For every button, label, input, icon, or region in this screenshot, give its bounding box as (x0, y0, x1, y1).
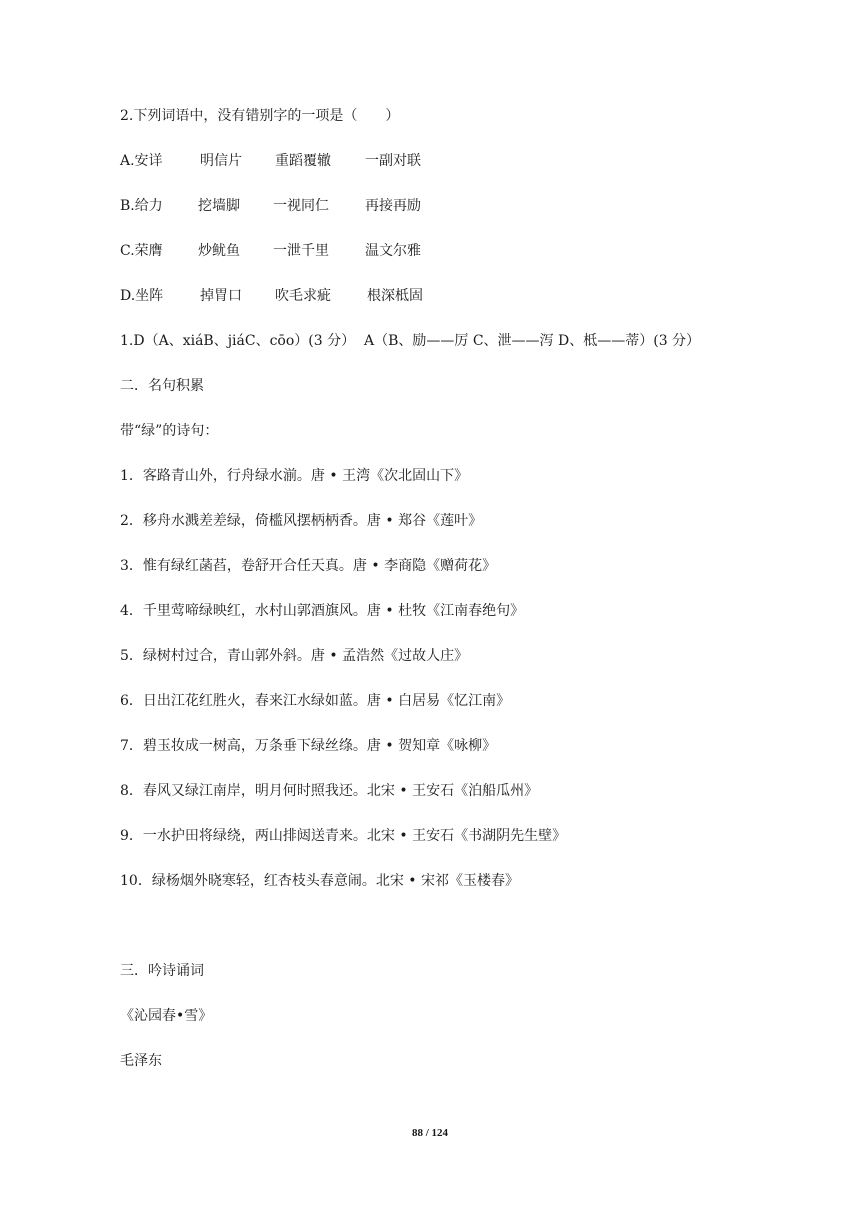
poem-line: 10．绿杨烟外晓寒轻，红杏枝头春意闹。北宋 • 宋祁《玉楼春》 (120, 873, 519, 889)
option-word: 一泄千里 (273, 243, 329, 259)
section-heading: 二．名句积累 (120, 378, 204, 394)
poem-line: 3．惟有绿红菡萏，卷舒开合任天真。唐 • 李商隐《赠荷花》 (120, 558, 497, 574)
option-word: 挖墙脚 (198, 198, 240, 214)
option-label: C.荣膺 (120, 243, 163, 259)
poem-line: 1．客路青山外，行舟绿水湔。唐 • 王湾《次北固山下》 (120, 468, 469, 484)
poem-line: 7．碧玉妆成一树高，万条垂下绿丝绦。唐 • 贺知章《咏柳》 (120, 738, 497, 754)
poem-title: 《沁园春•雪》 (120, 1008, 213, 1024)
answer-key: 1.D（A、xiáB、jiáC、cōo）(3 分） A（B、励——厉 C、泄——泻 D、柢——蒂）(3 分） (120, 333, 701, 349)
page-number: 88 / 124 (411, 1127, 449, 1139)
option-word: 根深柢固 (367, 288, 423, 304)
option-label: A.安详 (120, 153, 163, 169)
option-word: 重蹈覆辙 (275, 153, 331, 169)
option-word: 一视同仁 (273, 198, 329, 214)
poem-line: 8．春风又绿江南岸，明月何时照我还。北宋 • 王安石《泊船瓜州》 (120, 783, 539, 799)
question-stem: 2.下列词语中，没有错别字的一项是（ ） (120, 108, 400, 124)
option-word: 明信片 (200, 153, 242, 169)
option-word: 再接再励 (365, 198, 421, 214)
option-word: 掉胃口 (200, 288, 242, 304)
poem-line: 6．日出江花红胜火，春来江水绿如蓝。唐 • 白居易《忆江南》 (120, 693, 511, 709)
poem-line: 2．移舟水溅差差绿，倚槛风摆柄柄香。唐 • 郑谷《莲叶》 (120, 513, 483, 529)
option-word: 一副对联 (365, 153, 421, 169)
section-intro: 带“绿”的诗句： (120, 423, 219, 439)
section-heading: 三．吟诗诵词 (120, 963, 204, 979)
poem-line: 9．一水护田将绿绕，两山排闼送青来。北宋 • 王安石《书湖阴先生壁》 (120, 828, 567, 844)
option-word: 温文尔雅 (365, 243, 421, 259)
option-label: B.给力 (120, 198, 163, 214)
option-label: D.坐阵 (120, 288, 164, 304)
poem-line: 5．绿树村过合，青山郭外斜。唐 • 孟浩然《过故人庄》 (120, 648, 469, 664)
poem-author: 毛泽东 (120, 1053, 162, 1069)
option-word: 炒鱿鱼 (198, 243, 240, 259)
poem-line: 4．千里莺啼绿映红，水村山郭酒旗风。唐 • 杜牧《江南春绝句》 (120, 603, 525, 619)
option-word: 吹毛求疵 (275, 288, 331, 304)
